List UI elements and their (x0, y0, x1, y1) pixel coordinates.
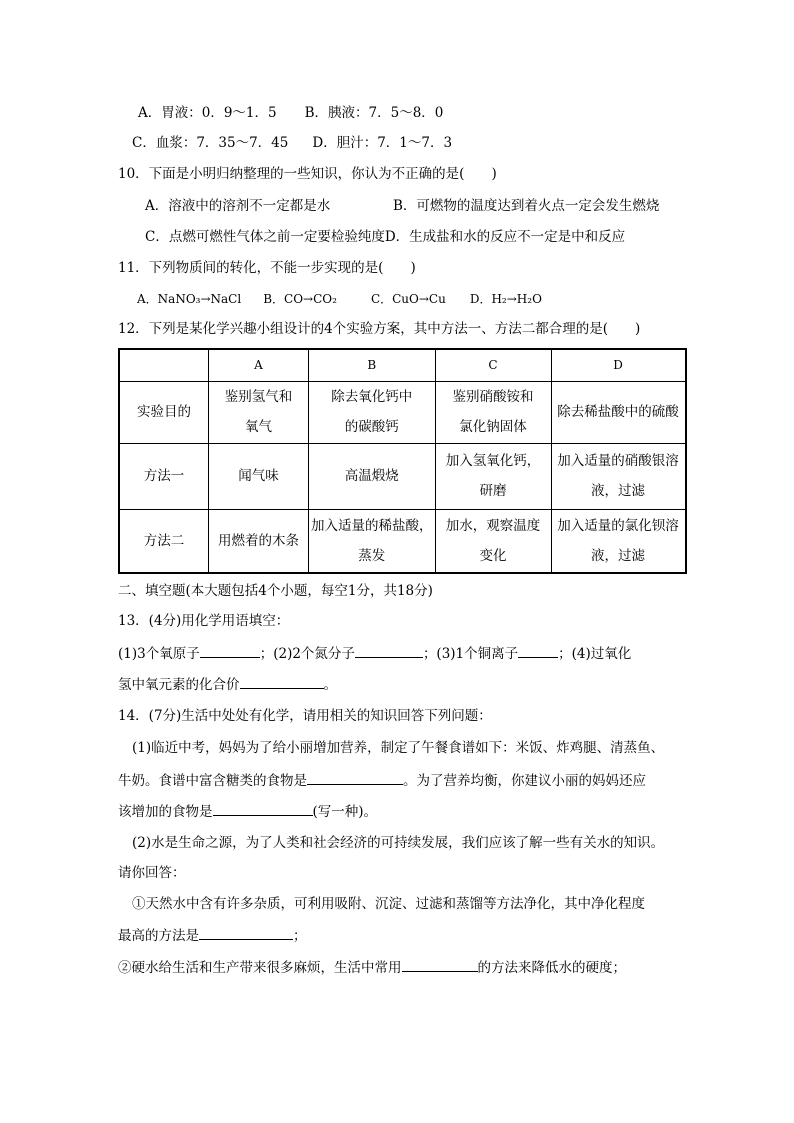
q14-s1-text-c: 该增加的食物是 (118, 804, 213, 820)
table-cell: 实验目的 (119, 381, 209, 443)
table-cell: 加入氢氧化钙， 研磨 (435, 443, 551, 509)
table-cell: 加入适量的稀盐酸， 蒸发 (309, 509, 436, 573)
q9-option-d: D．胆汁：7．1～7．3 (312, 135, 453, 151)
q11-options (137, 290, 542, 308)
q14-c1-line2 (118, 925, 307, 945)
q10-option-c: C．点燃可燃性气体之前一定要检验纯度 (145, 229, 385, 245)
blank-3[interactable] (518, 643, 558, 658)
table-cell: 用燃着的木条 (209, 509, 309, 573)
q10-options-row1 (145, 197, 659, 215)
q13-end: 。 (323, 677, 337, 693)
q13-part5: 氢中氧元素的化合价 (118, 677, 240, 693)
q13-part2: ；(2)2个氮分子 (259, 646, 355, 662)
table-header: D (551, 349, 686, 381)
q9-option-b: B．胰液：7．5～8．0 (304, 105, 444, 121)
table-cell: 鉴别氢气和 氧气 (209, 381, 309, 443)
q10-stem: 10．下面是小明归纳整理的一些知识，你认为不正确的是( ) (118, 166, 497, 182)
q9-options-row2 (132, 134, 452, 152)
blank-5[interactable] (307, 770, 403, 785)
table-header: C (435, 349, 551, 381)
table-cell: 加入适量的氯化钡溶 液，过滤 (551, 509, 686, 573)
q9-option-a: A．胃液：0．9～1．5 (138, 105, 277, 121)
q14-c1-text-b: ； (293, 928, 307, 944)
table-header-row (119, 349, 686, 381)
q10-option-a: A．溶液中的溶剂不一定都是水 (145, 198, 331, 214)
q14-s1-line1: (1)临近中考，妈妈为了给小丽增加营养，制定了午餐食谱如下：米饭、炸鸡腿、清蒸鱼、 (132, 740, 665, 756)
q13-stem: 13．(4分)用化学用语填空： (118, 613, 290, 629)
q14-s1-line2 (118, 770, 646, 790)
q10-option-b: B．可燃物的温度达到着火点一定会发生燃烧 (393, 198, 660, 214)
blank-1[interactable] (200, 643, 260, 658)
q14-c2-text-a: ②硬水给生活和生产带来很多麻烦，生活中常用 (118, 960, 402, 976)
blank-6[interactable] (213, 801, 313, 816)
q14-c2-line (118, 957, 626, 977)
blank-4[interactable] (240, 674, 324, 689)
q13-line2 (118, 674, 337, 694)
q11-option-c: C．CuO→Cu (370, 292, 446, 306)
q11-option-b: B．CO→CO₂ (263, 292, 337, 306)
section-2-heading: 二、填空题(本大题包括4个小题，每空1分，共18分) (118, 583, 433, 599)
q9-options-row1 (138, 104, 443, 122)
q14-s2-line1: (2)水是生命之源，为了人类和社会经济的可持续发展，我们应该了解一些有关水的知识。 (132, 835, 665, 851)
q13-line1 (118, 643, 631, 663)
q13-part1: (1)3个氧原子 (118, 646, 200, 662)
q11-option-a: A．NaNO₃→NaCl (137, 292, 242, 306)
q14-s2-line2: 请你回答： (118, 865, 186, 881)
table-cell: 方法二 (119, 509, 209, 573)
table-row (119, 509, 686, 573)
q14-s1-text-d: (写一种)。 (312, 804, 378, 820)
table-cell: 方法一 (119, 443, 209, 509)
q12-table (118, 348, 687, 574)
table-cell: 除去稀盐酸中的硫酸 (551, 381, 686, 443)
q11-option-d: D．H₂→H₂O (469, 292, 542, 306)
q14-c1-line1: ①天然水中含有许多杂质，可利用吸附、沉淀、过滤和蒸馏等方法净化，其中净化程度 (132, 896, 645, 912)
table-cell: 高温煅烧 (309, 443, 436, 509)
table-row (119, 443, 686, 509)
q14-s1-text-b: 。为了营养均衡，你建议小丽的妈妈还应 (403, 773, 646, 789)
q12-stem: 12．下列是某化学兴趣小组设计的4个实验方案，其中方法一、方法二都合理的是( ) (118, 321, 641, 337)
q11-stem: 11．下列物质间的转化，不能一步实现的是( ) (118, 260, 416, 276)
blank-2[interactable] (355, 643, 423, 658)
q9-option-c: C．血浆：7．35～7．45 (132, 135, 289, 151)
q14-c1-text-a: 最高的方法是 (118, 928, 199, 944)
table-cell: 鉴别硝酸铵和 氯化钠固体 (435, 381, 551, 443)
q10-option-d: D．生成盐和水的反应不一定是中和反应 (384, 229, 626, 245)
q10-options-row2 (145, 228, 625, 246)
table-row (119, 381, 686, 443)
table-header (119, 349, 209, 381)
blank-7[interactable] (199, 925, 293, 940)
q14-s1-line3 (118, 801, 377, 821)
q14-stem: 14．(7分)生活中处处有化学，请用相关的知识回答下列问题： (118, 708, 492, 724)
table-cell: 除去氧化钙中 的碳酸钙 (309, 381, 436, 443)
q13-part4: ；(4)过氧化 (558, 646, 632, 662)
table-cell: 闻气味 (209, 443, 309, 509)
table-cell: 加入适量的硝酸银溶 液，过滤 (551, 443, 686, 509)
q13-part3: ；(3)1个铜离子 (422, 646, 519, 662)
q14-c2-text-b: 的方法来降低水的硬度； (477, 960, 626, 976)
table-header: B (309, 349, 436, 381)
table-cell: 加水，观察温度 变化 (435, 509, 551, 573)
table-header: A (209, 349, 309, 381)
blank-8[interactable] (402, 957, 478, 972)
q14-s1-text-a: 牛奶。食谱中富含糖类的食物是 (118, 773, 307, 789)
